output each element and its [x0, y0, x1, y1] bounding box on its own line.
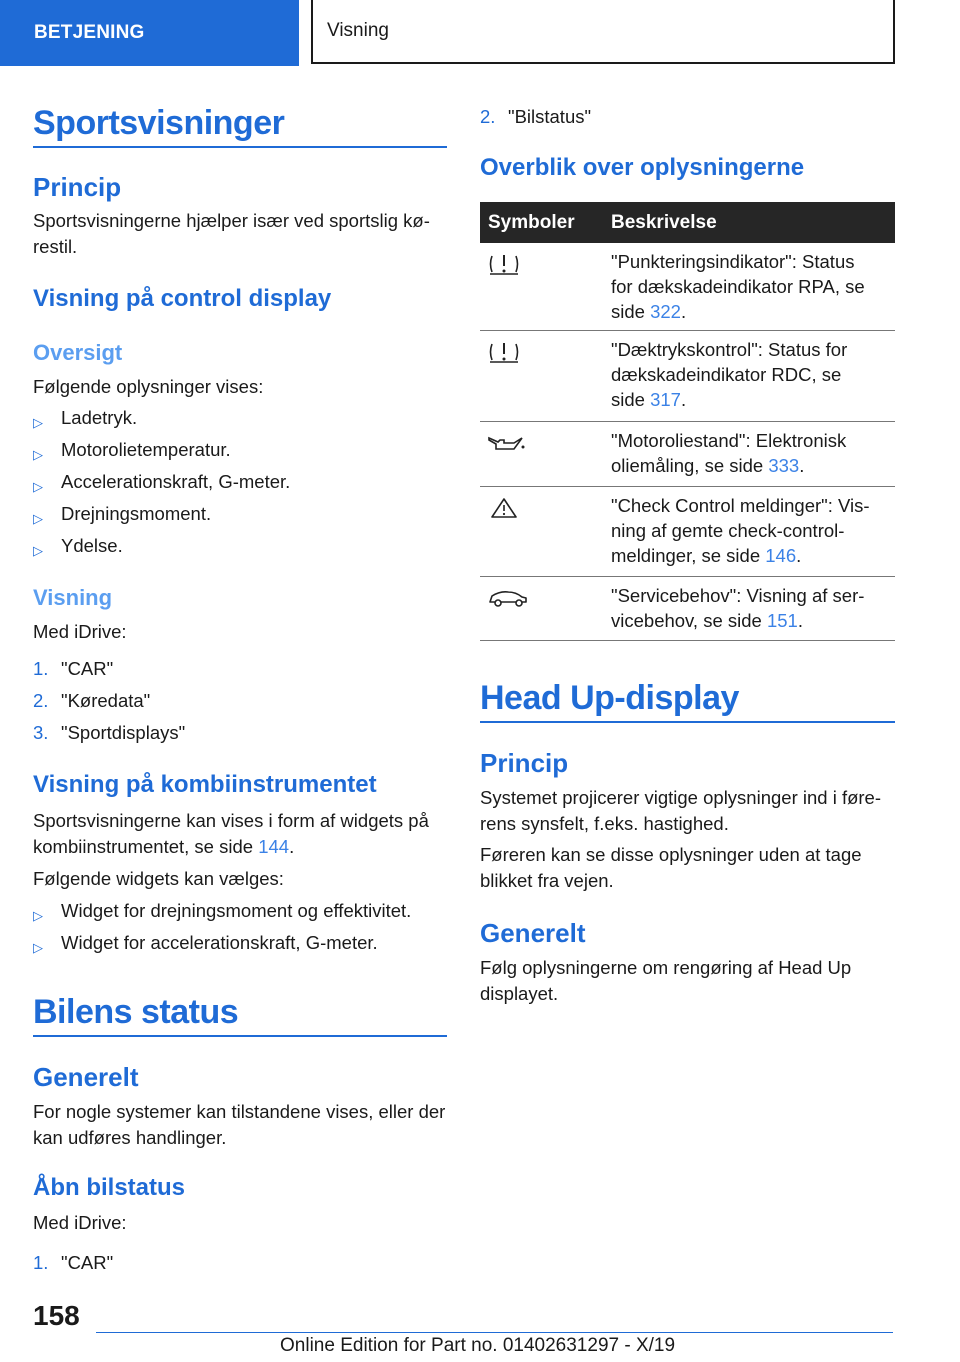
- generelt-text: For nogle systemer kan tilstandene vises, eller der kan udføres handlinger.: [33, 1101, 446, 1148]
- row-description: "Check Control meldinger": Vis- ning af gemte check-control- meldinger, se side 146.: [611, 495, 870, 566]
- heading-oversigt: Oversigt: [33, 340, 123, 365]
- bullet-triangle-icon: ▷: [33, 908, 43, 923]
- heading-princip: Princip: [33, 172, 122, 202]
- heading-visning: Visning: [33, 585, 113, 610]
- table-header: [480, 202, 895, 243]
- row-description: "Motoroliestand": Elektronisk oliemåling, se side 333.: [611, 430, 847, 476]
- page-link[interactable]: 151: [766, 610, 798, 631]
- table-row: [480, 243, 895, 331]
- section-tab: [0, 0, 299, 66]
- row-description: "Punkteringsindikator": Status for dækskadeindikator RPA, se side 322.: [611, 251, 865, 322]
- column-header-beskrivelse: Beskrivelse: [611, 212, 717, 233]
- heading-head-up-display: Head Up-display: [480, 679, 739, 717]
- title-rule: [480, 721, 895, 723]
- title-rule: [33, 146, 447, 148]
- princip-text: Sportsvisningerne hjælper især ved sportslig kørestil.: [33, 210, 430, 257]
- page-link[interactable]: 146: [765, 545, 797, 566]
- bullet-triangle-icon: ▷: [33, 511, 43, 526]
- bullet-triangle-icon: ▷: [33, 447, 43, 462]
- column-header-symboler: Symboler: [488, 212, 575, 233]
- section-label: BETJENING: [34, 22, 145, 43]
- bullet-triangle-icon: ▷: [33, 543, 43, 558]
- subsection-label: Visning: [327, 20, 389, 41]
- page-number: 158: [33, 1300, 80, 1331]
- bullet-triangle-icon: ▷: [33, 479, 43, 494]
- generelt-text: Følg oplysningerne om rengøring af Head Up displayet.: [480, 957, 852, 1004]
- oil-can-icon: [486, 430, 526, 456]
- tire-warning-icon: [486, 251, 522, 277]
- page-link[interactable]: 322: [650, 301, 681, 322]
- heading-generelt: Generelt: [480, 918, 586, 948]
- warning-triangle-icon: [486, 495, 522, 521]
- kombi-text: Sportsvisningerne kan vises i form af widgets på kombiinstrumentet, se side 144.: [33, 810, 429, 857]
- row-description: "Servicebehov": Visning af ser- vicebehov, se side 151.: [611, 585, 865, 631]
- kombi-text-2: Følgende widgets kan vælges:: [33, 868, 284, 889]
- heading-princip: Princip: [480, 748, 569, 778]
- page-link[interactable]: 144: [258, 836, 290, 857]
- car-service-icon: [486, 585, 530, 611]
- heading-generelt: Generelt: [33, 1062, 139, 1092]
- footer-rule: [96, 1332, 893, 1333]
- tire-pressure-icon: [486, 339, 522, 365]
- aabn-text: Med iDrive:: [33, 1212, 127, 1233]
- bullet-triangle-icon: ▷: [33, 415, 43, 430]
- oversigt-text: Følgende oplysninger vises:: [33, 376, 264, 397]
- princip-text-2: Føreren kan se disse oplysninger uden at tage blikket fra vejen.: [480, 844, 862, 891]
- row-description: "Dæktrykskontrol": Status for dækskadeindikator RDC, se side 317.: [611, 339, 848, 410]
- visning-text: Med iDrive:: [33, 621, 127, 642]
- page-link[interactable]: 333: [768, 455, 800, 476]
- title-rule: [33, 1035, 447, 1037]
- heading-bilens-status: Bilens status: [33, 993, 239, 1031]
- table-row: [480, 487, 895, 577]
- page-link[interactable]: 317: [650, 389, 681, 410]
- footer-edition: Online Edition for Part no. 01402631297 - X/19: [280, 1335, 676, 1356]
- page-title: Sportsvisninger: [33, 104, 285, 142]
- bullet-triangle-icon: ▷: [33, 940, 43, 955]
- table-row: [480, 422, 895, 487]
- princip-text: Systemet projicerer vigtige oplysninger ind i førerens synsfelt, f.eks. hastighed.: [480, 787, 882, 834]
- heading-kombiinstrument: Visning på kombiinstrumentet: [33, 771, 377, 798]
- subsection-tab: [311, 0, 895, 64]
- table-row: [480, 577, 895, 641]
- heading-overblik: Overblik over oplysningerne: [480, 154, 805, 181]
- heading-aabn-bilstatus: Åbn bilstatus: [33, 1174, 186, 1201]
- heading-control-display: Visning på control display: [33, 285, 332, 312]
- table-row: [480, 331, 895, 422]
